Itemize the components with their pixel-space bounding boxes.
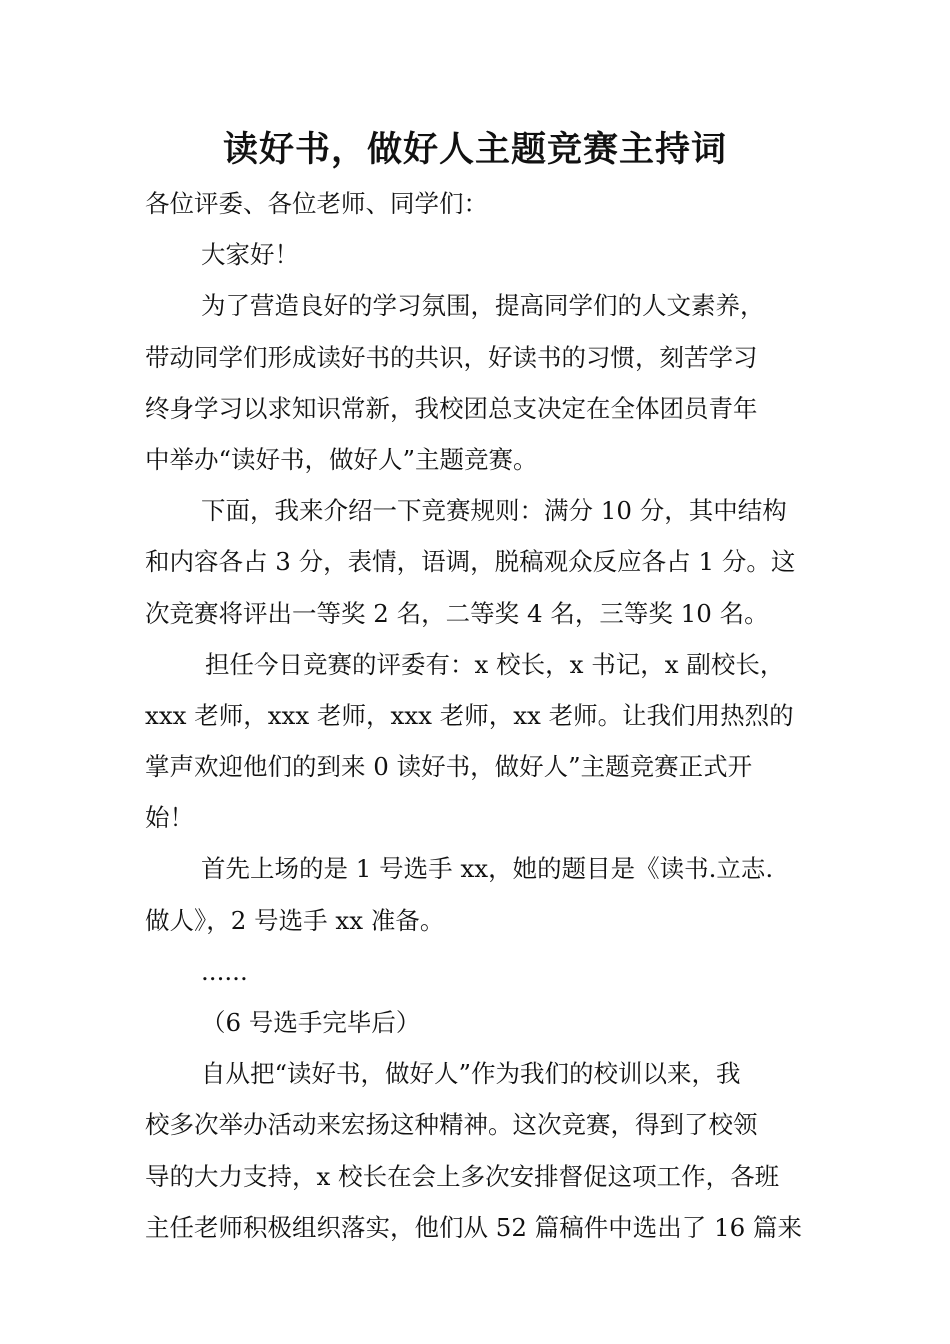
paragraph-line: xxx 老师，xxx 老师，xxx 老师，xx 老师。让我们用热烈的	[145, 700, 794, 730]
document-body	[145, 178, 810, 1253]
paragraph-line: 带动同学们形成读好书的共识，好读书的习惯，刻苦学习	[145, 342, 758, 372]
paragraph-line: 为了营造良好的学习氛围，提高同学们的人文素养，	[201, 291, 765, 321]
salutation-line: 各位评委、各位老师、同学们：	[145, 189, 488, 218]
paragraph-line: 主任老师积极组织落实，他们从 52 篇稿件中选出了 16 篇来	[145, 1212, 802, 1242]
paragraph-line: 中举办“读好书，做好人”主题竞赛。	[145, 444, 538, 474]
paragraph-line: 和内容各占 3 分，表情，语调，脱稿观众反应各占 1 分。这	[145, 547, 796, 577]
stage-note-line: （6 号选手完毕后）	[201, 1008, 421, 1037]
paragraph-line: 下面，我来介绍一下竞赛规则：满分 10 分，其中结构	[201, 496, 787, 526]
paragraph-line: 担任今日竞赛的评委有：x 校长，x 书记，x 副校长，	[205, 649, 785, 679]
paragraph-line: 终身学习以求知识常新，我校团总支决定在全体团员青年	[145, 393, 758, 423]
paragraph-line: 掌声欢迎他们的到来 0 读好书，做好人”主题竞赛正式开	[145, 752, 753, 782]
ellipsis-line: ......	[201, 956, 248, 986]
greeting-line: 大家好！	[201, 240, 299, 270]
document-title: 读好书，做好人主题竞赛主持词	[222, 130, 727, 170]
paragraph-line: 校多次举办活动来宏扬这种精神。这次竞赛，得到了校领	[145, 1110, 758, 1140]
paragraph-line: 次竞赛将评出一等奖 2 名，二等奖 4 名，三等奖 10 名。	[145, 598, 769, 628]
paragraph-line: 始！	[145, 803, 194, 833]
paragraph-line: 首先上场的是 1 号选手 xx，她的题目是《读书.立志.	[201, 854, 774, 884]
paragraph-line: 做人》，2 号选手 xx 准备。	[145, 905, 445, 935]
paragraph-line: 自从把“读好书，做好人”作为我们的校训以来，我	[201, 1059, 741, 1089]
paragraph-line: 导的大力支持，x 校长在会上多次安排督促这项工作，各班	[145, 1161, 780, 1191]
